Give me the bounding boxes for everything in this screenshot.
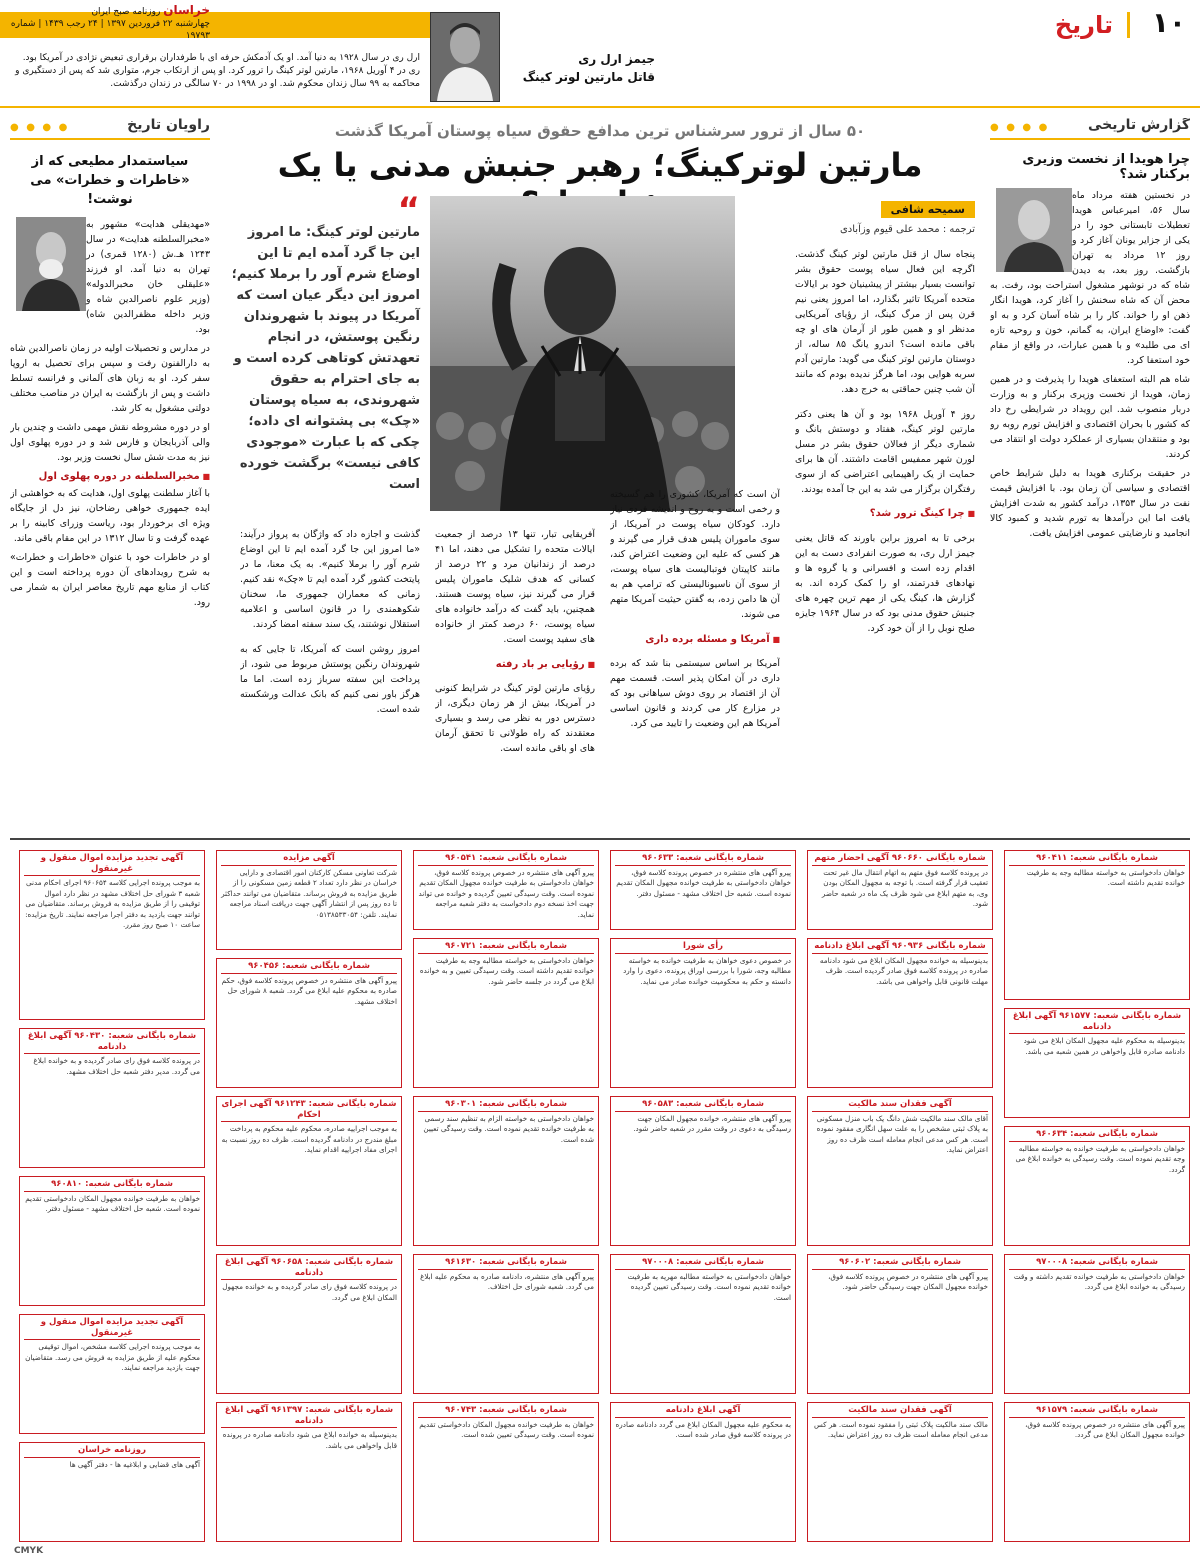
page-number: ۱۰ [1151, 6, 1186, 39]
subheading: ■ رؤیایی بر باد رفته [435, 657, 595, 672]
quote-mark-icon: “ [397, 190, 420, 230]
legal-ad: شماره بایگانی شعبه: ۹۶۰۳۰۱ خواهان دادخواستی به خواسته الزام به تنظیم سند رسمی به طرفیت خوانده تقدیم نموده است. وقت رسیدگی تعیین شده است. [413, 1096, 599, 1246]
author-name: سمیحه شافی [881, 201, 975, 218]
paragraph: او در خاطرات خود با عنوان «خاطرات و خطرات» به شرح رویدادهای آن دوره پرداخته است و این کتاب از منابع مهم تاریخ معاصر ایران به شمار می رود. [10, 552, 210, 608]
legal-ad: شماره بایگانی شعبه: ۹۶۱۳۹۷ آگهی ابلاغ دادنامه بدینوسیله به خوانده ابلاغ می شود دادنامه صادره در پرونده قابل واخواهی می باشد. [216, 1402, 402, 1542]
auction-ad: آگهی مزایده شرکت تعاونی مسکن کارکنان امور اقتصادی و دارایی خراسان در نظر دارد تعداد ۲ قطعه زمین مسکونی را از طریق مزایده به فروش برساند. متقاضیان می توانند حداکثر تا ده روز پس از انتشار آگهی جهت دریافت اسناد مراجعه نمایند. تلفن: ۰۵۱۳۸۵۳۳۰۵۴ [216, 850, 402, 950]
history-narrators-column [10, 118, 210, 828]
subheading: ■ مخبرالسلطنه در دوره پهلوی اول [10, 469, 210, 484]
issue-line: چهارشنبه ۲۲ فروردین ۱۳۹۷ | ۲۴ رجب ۱۴۳۹ | شماره ۱۹۷۹۳ [10, 19, 210, 41]
ads-divider [10, 838, 1190, 840]
column-heading: گزارش تاریخی ● ● ● ● [990, 118, 1190, 140]
legal-ad: شماره بایگانی شعبه: ۹۶۰۶۰۲ پیرو آگهی های منتشره در خصوص پرونده کلاسه فوق، خوانده مجهول المکان جهت رسیدگی حاضر شود. [807, 1254, 993, 1394]
paragraph: آمریکا بر اساس سیستمی بنا شد که برده داری در آن امکان پذیر است. قسمت مهم آن از اقتصاد بر روی دوش سیاهانی بود که در مزارع کار می کردند و قانون اساسی آمریکا هم این وضعیت را تایید می کرد. [610, 658, 780, 730]
legal-ad: شماره بایگانی شعبه: ۹۶۰۵۴۱ پیرو آگهی های منتشره در خصوص پرونده کلاسه فوق، خواهان دادخواستی به طرفیت خوانده مجهول المکان تقدیم نموده است. وقت رسیدگی تعیین گردیده و خوانده می تواند جهت اخذ نسخه دوم دادخواست به دفتر شعبه مراجعه نماید. [413, 850, 599, 930]
paragraph: «مهدیقلی هدایت» مشهور به «مخبرالسلطنه هدایت» در سال ۱۲۴۳ هـ.ش (۱۲۸۰ قمری) در تهران به دنیا آمد. او فرزند «علیقلی خان مخبرالدوله» (وزیر علوم ناصرالدین شاه و وزیر داخله مظفرالدین شاه) بود. [86, 219, 210, 335]
paragraph: با آغاز سلطنت پهلوی اول، هدایت که به خواهشی از ایده جمهوری خواهی رضاخان، نیز دل از جایگاه ویژه ای برخوردار بود، ریاست وزرای کابینه را بر عهده گرفت و تا سال ۱۳۱۲ در این مقام باقی ماند. [10, 488, 210, 544]
historical-report-column [990, 118, 1190, 828]
property-deed-ad: آگهی فقدان سند مالکیت آقای مالک سند مالکیت شش دانگ یک باب منزل مسکونی به پلاک ثبتی مشخص را به علت سهل انگاری مفقود نموده است. هر کس مدعی انجام معامله است ظرف ده روز اعتراض نماید. [807, 1096, 993, 1246]
hoveyda-photo [996, 188, 1072, 272]
subheading: ■ آمریکا و مسئله برده داری [610, 632, 780, 647]
paragraph: شاه هم البته استعفای هویدا را پذیرفت و در همین زمان، هویدا از نخست وزیری برکنار و به وزارت دربار منصوب شد. این رویداد در شرایطی رخ داد که کشور با بحران اقتصادی و افزایش تورم روبه رو بود و منتقدان بسیاری از عملکرد دولت او انتقاد می کردند. [990, 374, 1190, 460]
legal-ad: شماره بایگانی ۹۶۰۶۶۰ آگهی احضار متهم در پرونده کلاسه فوق متهم به اتهام انتقال مال غیر تحت تعقیب قرار گرفته است. با توجه به مجهول المکان بودن وی، به متهم ابلاغ می شود ظرف یک ماه در شعبه حاضر شود. [807, 850, 993, 930]
legal-ad: شماره بایگانی شعبه: ۹۶۰۷۴۳ خواهان به طرفیت خوانده مجهول المکان دادخواستی تقدیم نموده است. وقت رسیدگی تعیین شده است. [413, 1402, 599, 1542]
column-heading: راویان تاریخ ● ● ● ● [10, 118, 210, 140]
paragraph: روز ۴ آوریل ۱۹۶۸ بود و آن ها یعنی دکتر مارتین لوتر کینگ، هفتاد و دوستش بانگ و شماری دیگر از فعالان حقوق بشر در مسل لورن شهر ممفیس اقامت داشتند. آن ها برای حمایت از یک راهپیمایی اعتراضی که از سوی رفتگران برگزار می شد به این جا آمده بودند. [795, 408, 975, 495]
mlk-speech-photo [430, 196, 735, 511]
legal-ad: شماره بایگانی شعبه: ۹۶۱۲۴۳ آگهی اجرای احکام به موجب اجراییه صادره، محکوم علیه محکوم به پرداخت مبلغ مندرج در دادنامه گردیده است. ظرف ده روز نسبت به اجرای مفاد اجراییه اقدام نماید. [216, 1096, 402, 1246]
translator: ترجمه : محمد علی قیوم وزآبادی [839, 224, 975, 235]
legal-ad: شماره بایگانی شعبه: ۹۶۰۶۳۳ پیرو آگهی های منتشره در خصوص پرونده کلاسه فوق، خواهان دادخواستی به طرفیت خوانده مجهول المکان تقدیم نموده است. شعبه حل اختلاف مشهد - مسئول دفتر. [610, 850, 796, 930]
section-title: تاریخ [1055, 12, 1130, 38]
legal-ad: رأی شورا در خصوص دعوی خواهان به طرفیت خوانده به خواسته مطالبه وجه، شورا با بررسی اوراق پرونده، دعوی را وارد دانسته و حکم به محکومیت خوانده صادر می نماید. [610, 938, 796, 1088]
james-earl-ray-photo [430, 12, 500, 102]
paragraph: رؤیای مارتین لوتر کینگ در شرایط کنونی در آمریکا، بیش از هر زمان دیگری، از دسترس دور به نظر می رسد و بسیاری معتقدند که راه طولانی تا تحقق آرمان های او باقی مانده است. [435, 683, 595, 755]
print-registration-mark: CMYK [14, 1546, 44, 1556]
byline [795, 198, 975, 235]
article-title: چرا هویدا از نخست وزیری برکنار شد؟ [1022, 152, 1190, 182]
legal-ad: آگهی ابلاغ دادنامه به محکوم علیه مجهول المکان ابلاغ می گردد دادنامه صادره در پرونده کلاسه فوق صادر شده است. [610, 1402, 796, 1542]
article-headline: مارتین لوترکینگ؛ رهبر جنبش مدنی یا یک [277, 146, 923, 184]
legal-ad: شماره بایگانی شعبه: ۹۶۰۶۵۸ آگهی ابلاغ دادنامه در پرونده کلاسه فوق رای صادر گردیده و به خوانده مجهول المکان ابلاغ می گردد. [216, 1254, 402, 1394]
legal-ad: شماره بایگانی شعبه: ۹۶۰۶۳۴ خواهان دادخواستی به طرفیت خوانده به خواسته مطالبه وجه تقدیم نموده است. وقت رسیدگی به خوانده ابلاغ می گردد. [1004, 1126, 1190, 1246]
paragraph: برخی تا به امروز براین باورند که قاتل یعنی جیمز ارل ری، به صورت انفرادی دست به این اقدام زده است و افسرانی و یا گروه ها و نهادهای قدرتمند، او را کمک کرده اند. به گزارش ها، کینگ یکی از مهم ترین چهره های جنبش حقوق مدنی بود که در سال ۱۹۶۴ جایزه صلح نوبل را از آن خود کرد. [795, 532, 975, 634]
article-kicker: ۵۰ سال از ترور سرشناس ترین مدافع حقوق سیاه پوستان آمریکا گذشت [334, 122, 866, 140]
article-column-2 [610, 478, 780, 828]
paper-subtitle: روزنامه صبح ایران [91, 7, 161, 17]
legal-ad: شماره بایگانی شعبه: ۹۶۱۶۳۰ پیرو آگهی های منتشره، دادنامه صادره به محکوم علیه ابلاغ می گردد. شعبه شورای حل اختلاف. [413, 1254, 599, 1394]
ray-role: قاتل مارتین لوتر کینگ [522, 70, 655, 84]
legal-ad: شماره بایگانی شعبه: ۹۶۱۵۷۷ آگهی ابلاغ دادنامه بدینوسیله به محکوم علیه مجهول المکان ابلاغ می شود دادنامه صادره قابل واخواهی در همین شعبه می باشد. [1004, 1008, 1190, 1118]
paragraph: او در دوره مشروطه نقش مهمی داشت و چندین بار والی آذربایجان و فارس شد و در دوره پهلوی اول نیز به مدت شش سال نخست وزیر بود. [10, 422, 210, 463]
legal-ad: آگهی تجدید مزایده اموال منقول و غیرمنقول به موجب پرونده اجرایی کلاسه ۹۶۰۶۵۴ اجرای احکام مدنی شعبه ۳ شورای حل اختلاف مشهد در نظر دارد اموال توقیفی را از طریق مزایده به فروش برساند. متقاضیان می توانند جهت بازدید به دفتر اجرا مراجعه نمایند. تاریخ مزایده: ساعت ۱۰ صبح روز مقرر. [19, 850, 205, 1020]
legal-ad: شماره بایگانی شعبه: ۹۶۰۴۱۱ خواهان دادخواستی به خواسته مطالبه وجه به طرفیت خوانده تقدیم داشته است. [1004, 850, 1190, 1000]
legal-ad: شماره بایگانی شعبه: ۹۶۰۴۳۰ آگهی ابلاغ دادنامه در پرونده کلاسه فوق رای صادر گردیده و به خوانده ابلاغ می گردد. مدیر دفتر شعبه حل اختلاف مشهد. [19, 1028, 205, 1168]
classified-ads-section [10, 850, 1190, 1545]
ray-name: جیمز ارل ری [578, 52, 655, 66]
article-title: سیاستمدار مطیعی که از «خاطرات و خطرات» می نوشت! [30, 154, 190, 207]
paragraph: در مدارس و تحصیلات اولیه در زمان ناصرالدین شاه به دارالفنون رفت و سپس برای تحصیل به اروپا سفر کرد. او به زبان های آلمانی و فرانسه تسلط داشت و پس از بازگشت به ایران در مناصب مختلف دولتی مشغول به کار شد. [10, 343, 210, 414]
paper-ad-banner: روزنامه خراسان آگهی های قضایی و ابلاغیه ها - دفتر آگهی ها [19, 1442, 205, 1542]
legal-ad: شماره بایگانی شعبه: ۹۷۰۰۰۸ خواهان دادخواستی به خواسته مطالبه مهریه به طرفیت خوانده تقدیم نموده است. وقت رسیدگی تعیین گردیده است. [610, 1254, 796, 1394]
legal-ad: شماره بایگانی شعبه: ۹۶۰۷۲۱ خواهان دادخواستی به خواسته مطالبه وجه به طرفیت خوانده تقدیم داشته است. وقت رسیدگی تعیین و به خوانده ابلاغ می گردد در جلسه حاضر شود. [413, 938, 599, 1088]
paper-logo: خراسان [163, 3, 210, 17]
legal-ad: شماره بایگانی شعبه: ۹۶۰۸۱۰ خواهان به طرفیت خوانده مجهول المکان دادخواستی تقدیم نموده است. شعبه حل اختلاف مشهد - مسئول دفتر. [19, 1176, 205, 1306]
masthead [10, 4, 210, 42]
article-column-3 [435, 518, 595, 828]
article-column-1 [795, 238, 975, 828]
paragraph: آن است که آمریکا، کشوری را هم گسیخته و رخمی است و به روح و اندیشه فردی نیاز دارد. کودکان سیاه پوست در آمریکا، از سوی ماموران پلیس هدف قرار می گیرند و هر کسی که علیه این وضعیت اعتراض کند، مانند کاپیتان فوتبالیست های سیاه پوست، از سوی آن ناسیونالیستی که ترامپ هم به آن ها دامن زده، به گفتن حیثیت آمریکا متهم می شوند. [610, 489, 780, 621]
paragraph: پنجاه سال از قتل مارتین لوتر کینگ گذشت. اگرچه این فعال سیاه پوست حقوق بشر توانست بسیار بیشتر از پیشینیان خود بر ایالات متحده آمریکا تاثیر بگذارد، اما امروز یعنی نیم قرن پس از مرگ کینگ، از رؤیای آمریکایی مدنظر او و همین طور از آرمان های او چه باقی مانده است؟ اندرو یانگ ۸۵ ساله، از دوستان مارتین لوتر کینگ می گوید: مارتین آدم سربه هوایی بود، اما هرگز ندیده بودم که مانند آن شب چنین حماقتی به خرج دهد. [795, 249, 975, 396]
property-deed-ad: آگهی فقدان سند مالکیت مالک سند مالکیت پلاک ثبتی را مفقود نموده است. هر کس مدعی انجام معامله است ظرف ده روز اعتراض نماید. [807, 1402, 993, 1542]
hedayat-portrait [16, 217, 86, 311]
legal-ad: شماره بایگانی شعبه: ۹۷۰۰۰۸ خواهان دادخواستی به طرفیت خوانده تقدیم داشته و وقت رسیدگی به خوانده ابلاغ می گردد. [1004, 1254, 1190, 1394]
subheading: ■ چرا کینگ ترور شد؟ [795, 506, 975, 521]
paragraph: گذشت و اجازه داد که واژگان به پرواز درآیند: «ما امروز این جا گرد آمده ایم تا این اوضاع شرم آور را برملا کنیم». به یک معنا، ما در پایتخت کشور گرد آمده ایم تا «چک» نقد کنیم. زمانی که معماران جمهوری ما، سخنان شکوهمندی را در قانون اساسی و اعلامیه استقلال نوشتند، یک سند سفته امضا کردند. [240, 529, 420, 631]
legal-ad: شماره بایگانی شعبه: ۹۶۰۴۵۶ پیرو آگهی های منتشره در خصوص پرونده کلاسه فوق، حکم صادره به محکوم علیه ابلاغ می گردد. شعبه ۸ شورای حل اختلاف مشهد. [216, 958, 402, 1088]
paragraph: امروز روشن است که آمریکا، تا جایی که به شهروندان رنگین پوستش مربوط می شود، از پرداخت این سفته سرباز زده است. اما ما هرگز باور نمی کنیم که بانک عدالت ورشکسته شده است. [240, 643, 420, 715]
legal-ad: شماره بایگانی شعبه: ۹۶۰۵۸۳ پیرو آگهی های منتشره، خوانده مجهول المکان جهت رسیدگی به دعوی در وقت مقرر در شعبه حاضر شود. [610, 1096, 796, 1246]
pull-quote-text: مارتین لوتر کینگ: ما امروز این جا گرد آمده ایم تا این اوضاع شرم آور را برملا کنیم؛ امروز این دیگر عیان است که آمریکا در پیوند با شهروندان رنگین پوستش، در انجام تعهدتش کوتاهی کرده است و به جای احترام به حقوق شهروندی، به سیاه پوستان «چک» بی پشتوانه ای داده؛ چکی که با عبارت «موجودی کافی نیست» برگشت خورده است [231, 225, 420, 492]
paragraph: در نخستین هفته مرداد ماه سال ۵۶، امیرعباس هویدا تعطیلات تابستانی خود را در یکی از جزایر یونان آغاز کرد و روز ۱۲ مرداد به تهران بازگشت. روز بعد، به دیدن شاه که در نوشهر مشغول استراحت بود، رفت. به محض آن که شاه سخنش را آغاز کرد، هویدا انگار ذهن او را خواند. کار را بر شاه آسان کرد و به او گفت: «اوضاع ایران، به گمانم، خون و روحیه تازه ای می طلبد» و با همین عبارات، در واقع از مقام خود استعفا کرد. [990, 190, 1190, 366]
article-column-4 [240, 518, 420, 828]
main-article [225, 118, 975, 828]
legal-ad: شماره بایگانی ۹۶۰۹۳۶ آگهی ابلاغ دادنامه بدینوسیله به خوانده مجهول المکان ابلاغ می شود دادنامه صادره در پرونده کلاسه فوق صادر گردیده است. ظرف مهلت قانونی قابل واخواهی می باشد. [807, 938, 993, 1088]
paragraph: آفریقایی تبار، تنها ۱۳ درصد از جمعیت ایالات متحده را تشکیل می دهند، اما ۴۱ درصد از زندانیان مرد و ۲۲ درصد از کسانی که هدف شلیک ماموران پلیس قرار می گیرند نیز، سیاه پوست هستند. همچنین، باید گفت که درآمد خانواده های سیاه پوست، ۶۰ درصد کمتر از خانواده های سفید پوست است. [435, 529, 595, 646]
auction-ad: آگهی تجدید مزایده اموال منقول و غیرمنقول به موجب پرونده اجرایی کلاسه مشخص، اموال توقیفی محکوم علیه از طریق مزایده به فروش می رسد. متقاضیان جهت بازدید مراجعه نمایند. [19, 1314, 205, 1434]
pull-quote [225, 190, 420, 495]
legal-ad: شماره بایگانی شعبه: ۹۶۱۵۷۹ پیرو آگهی های منتشره در خصوص پرونده کلاسه فوق، خوانده مجهول المکان ابلاغ می گردد. [1004, 1402, 1190, 1542]
page-header [0, 0, 1200, 108]
ray-bio: ارل ری در سال ۱۹۲۸ به دنیا آمد. او یک آدمکش حرفه ای با طرفداران برقراری تبعیض نژادی در آمریکا بود. ری در ۴ آوریل ۱۹۶۸، مارتین لوتر کینگ را ترور کرد. او پس از ارتکاب جرم، متواری شد که پس از دستگیری و محاکمه به ۹۹ سال زندان محکوم شد. او در ۱۹۹۸ در ۷۰ سالگی در زندان درگذشت. [15, 53, 420, 89]
paragraph: در حقیقت برکناری هویدا به دلیل شرایط خاص اقتصادی و سیاسی آن زمان بود. با افزایش قیمت نفت در سال ۱۳۵۳، درآمد کشور به شدت افزایش یافت اما این درآمدها به تورم شدید و کمبود کالا انجامید و نارضایتی عمومی افزایش یافت. [990, 468, 1190, 539]
ray-caption [505, 50, 655, 86]
header-rule [0, 106, 1200, 108]
